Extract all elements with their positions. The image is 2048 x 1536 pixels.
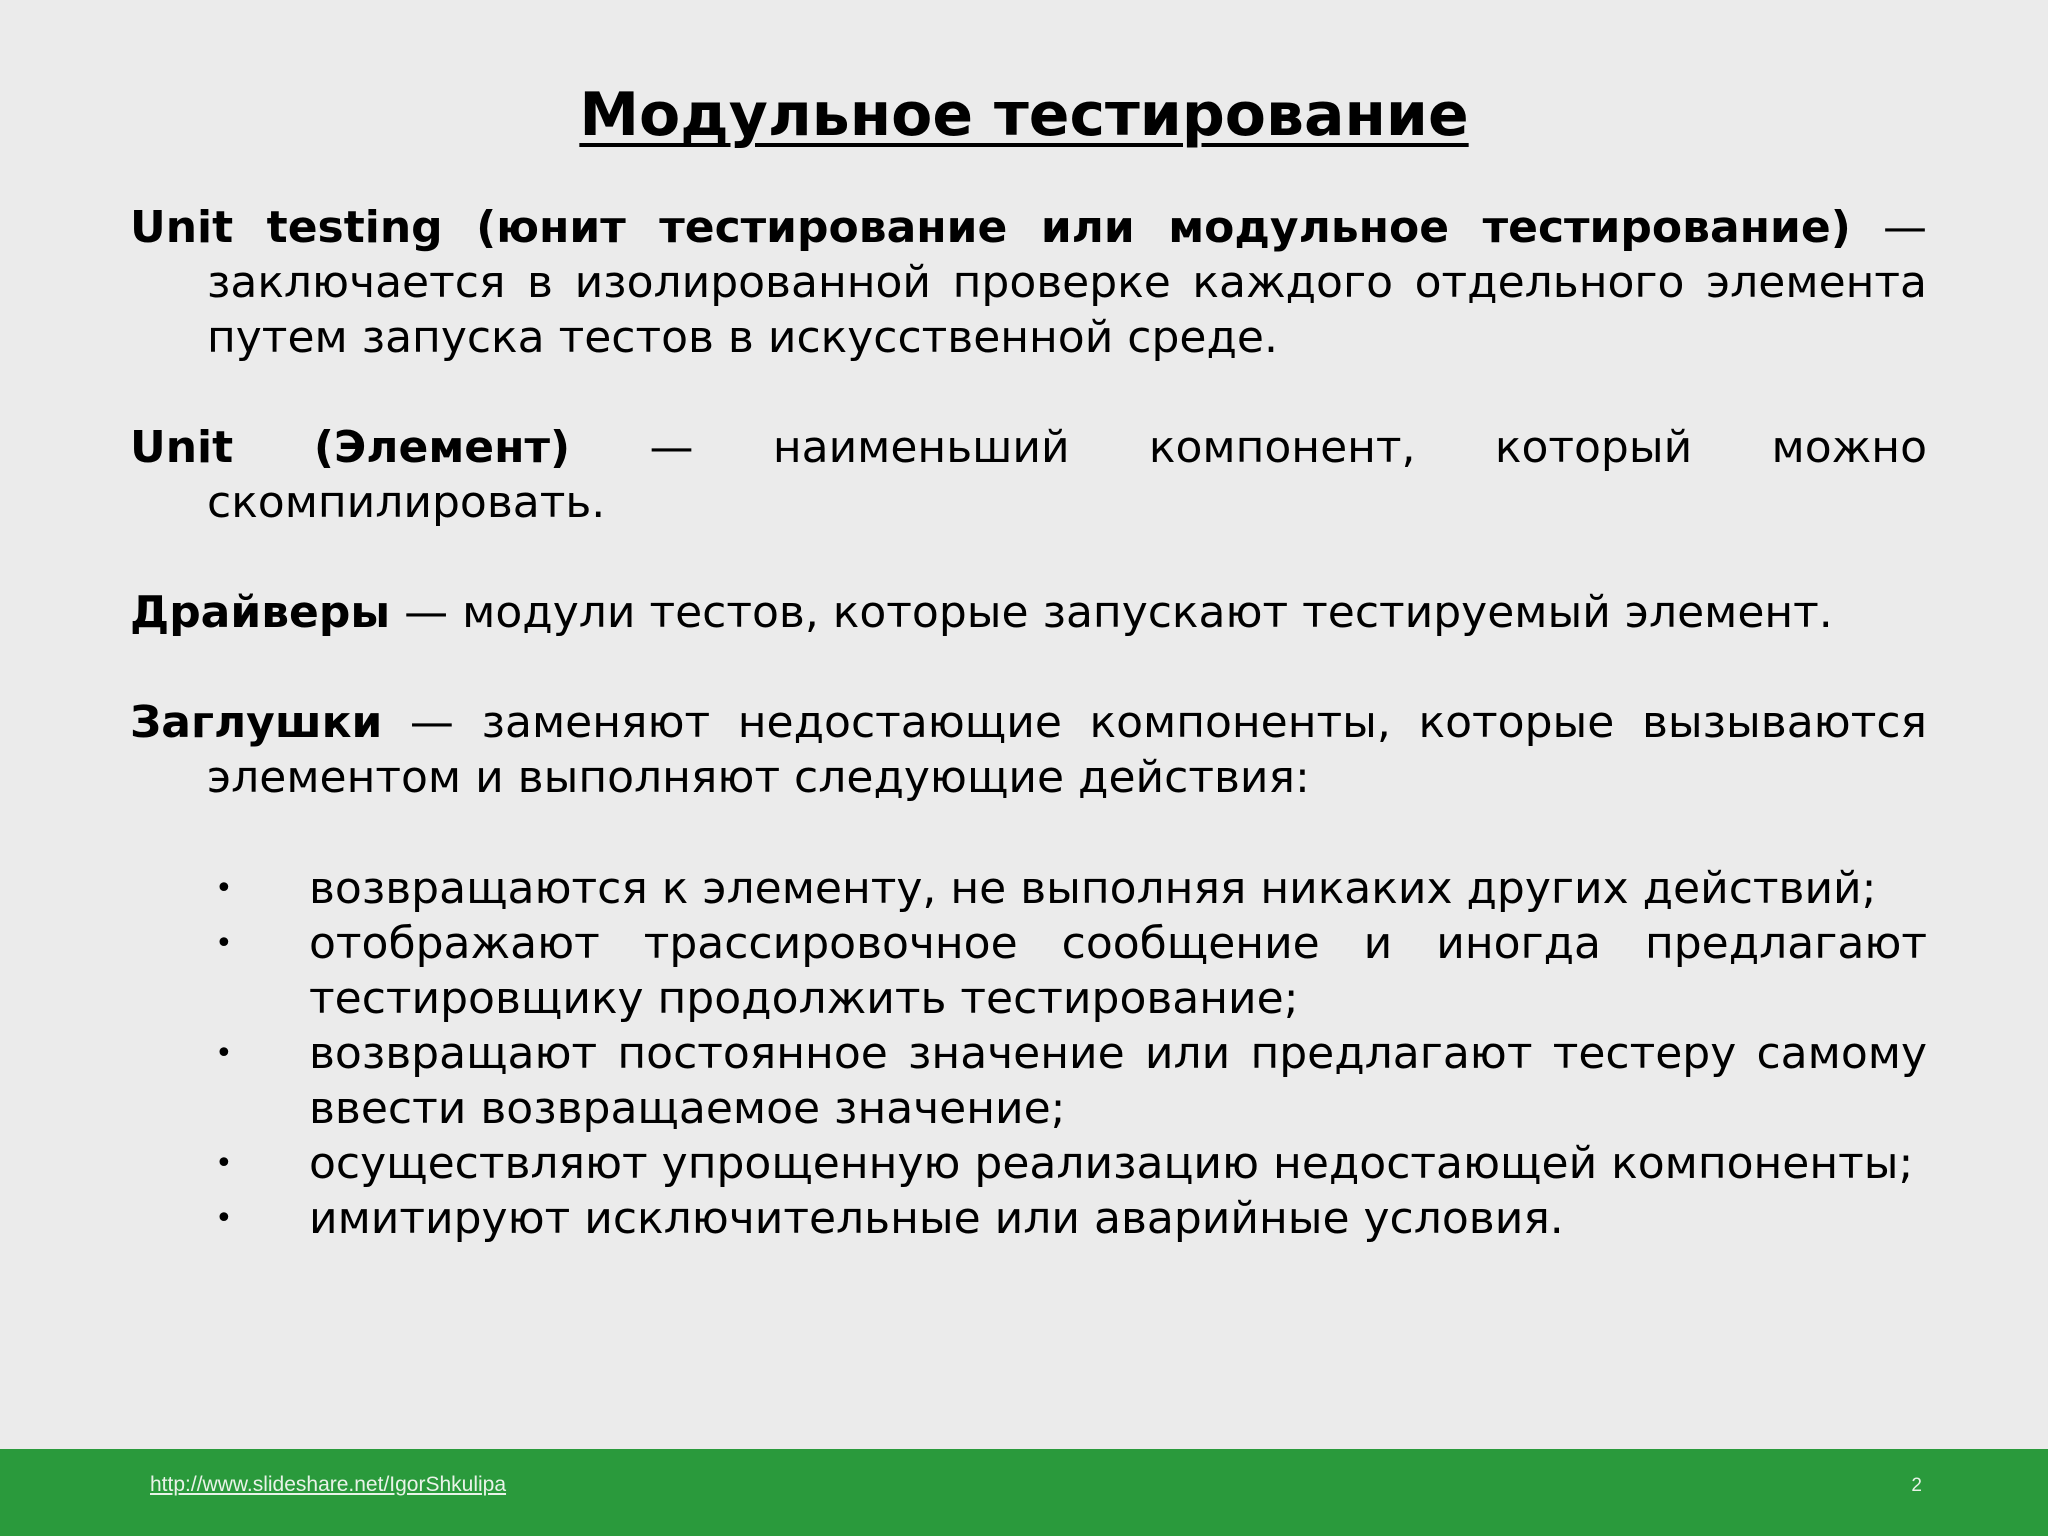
slide-title: Модульное тестирование <box>579 80 1469 150</box>
definition-separator: — <box>382 697 482 748</box>
term-unit-testing: Unit testing (юнит тестирование или модульное тестирование) <box>130 202 1851 253</box>
list-item-text: осуществляют упрощенную реализацию недостающей компоненты; <box>309 1138 1914 1189</box>
term-unit: Unit (Элемент) <box>130 422 571 473</box>
list-item <box>215 1191 1927 1246</box>
definition-drivers <box>130 585 1927 640</box>
term-drivers: Драйверы <box>130 587 391 638</box>
list-item <box>215 1026 1927 1136</box>
definition-unit <box>130 420 1927 530</box>
bullet-icon: • <box>215 926 233 961</box>
list-item <box>215 916 1927 1026</box>
bullet-icon: • <box>215 871 233 906</box>
bullet-icon: • <box>215 1146 233 1181</box>
list-item-text: отображают трассировочное сообщение и иногда предлагают тестировщику продолжить тестирование; <box>309 918 1927 1024</box>
definition-text: наименьший компонент, который можно скомпилировать. <box>207 422 1927 528</box>
list-item <box>215 861 1927 916</box>
list-item-text: возвращаются к элементу, не выполняя никаких других действий; <box>309 863 1877 914</box>
bullet-icon: • <box>215 1036 233 1071</box>
page-number: 2 <box>1911 1475 1922 1496</box>
list-item <box>215 1136 1927 1191</box>
definition-stubs <box>130 695 1927 805</box>
footer-link[interactable]: http://www.slideshare.net/IgorShkulipa <box>150 1473 507 1496</box>
stub-actions-list <box>130 861 1927 1246</box>
definition-text: модули тестов, которые запускают тестируемый элемент. <box>462 587 1833 638</box>
definition-text: заменяют недостающие компоненты, которые вызываются элементом и выполняют следующие действия: <box>207 697 1927 803</box>
definition-separator: — <box>1850 202 1927 253</box>
slide-content <box>130 200 1927 1246</box>
list-item-text: возвращают постоянное значение или предлагают тестеру самому ввести возвращаемое значение; <box>309 1028 1927 1134</box>
definition-unit-testing <box>130 200 1927 365</box>
definition-separator: — <box>570 422 773 473</box>
term-stubs: Заглушки <box>130 697 383 748</box>
definition-text: заключается в изолированной проверке каждого отдельного элемента путем запуска тестов в искусственной среде. <box>207 257 1927 363</box>
bullet-icon: • <box>215 1201 233 1236</box>
list-item-text: имитируют исключительные или аварийные условия. <box>309 1193 1564 1244</box>
definition-separator: — <box>390 587 463 638</box>
footer-bar <box>0 1449 2048 1536</box>
